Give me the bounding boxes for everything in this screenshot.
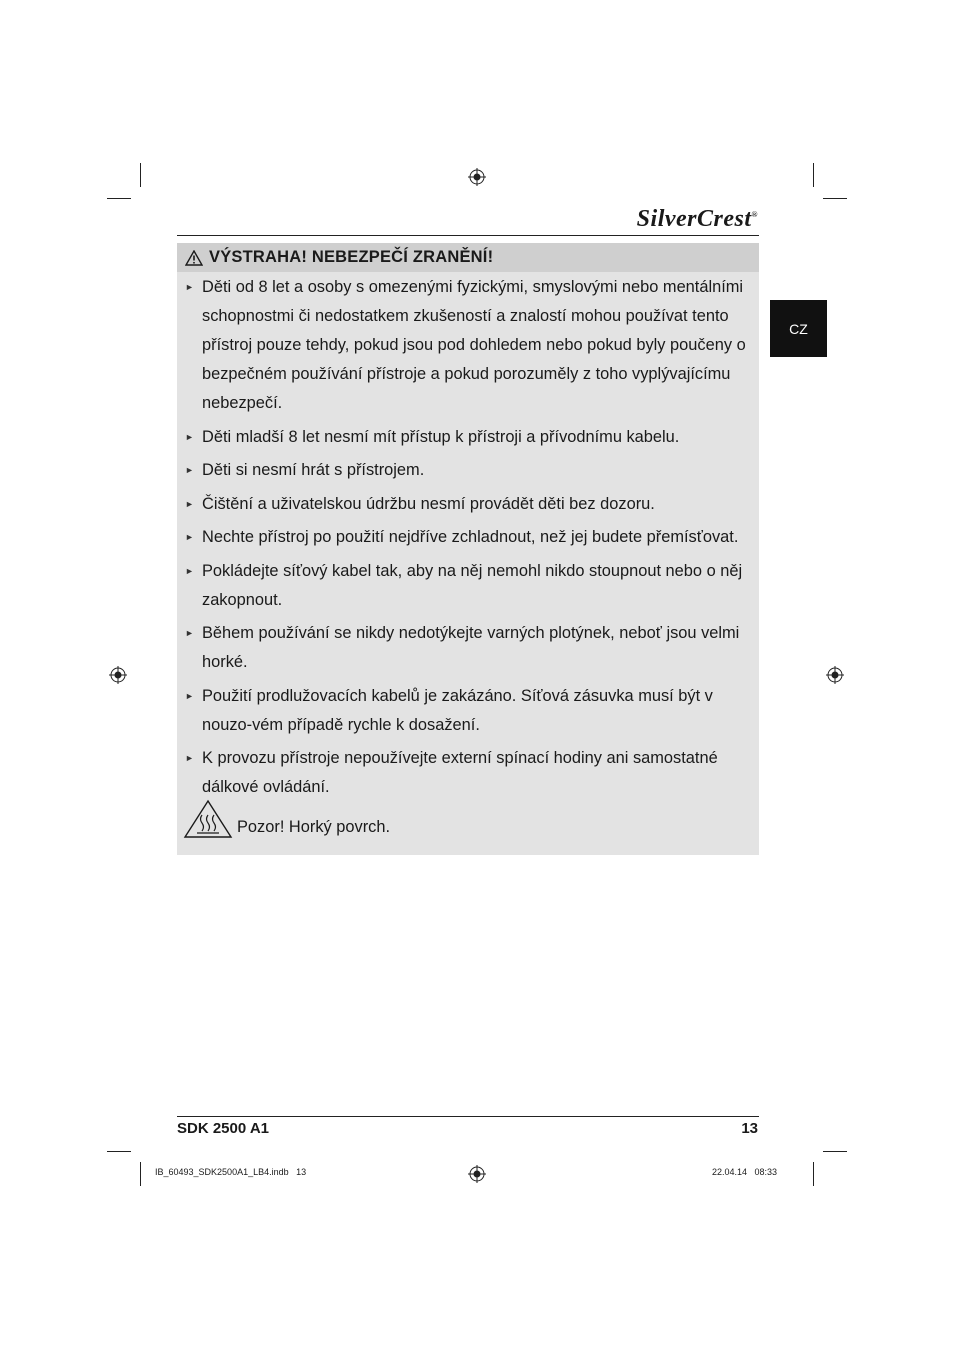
- bullet-arrow-icon: ►: [185, 690, 194, 701]
- footer-rule: [177, 1116, 759, 1117]
- list-item-text: Pokládejte síťový kabel tak, aby na něj nemohl nikdo stoupnout nebo o něj zakopnout.: [202, 561, 743, 609]
- bullet-arrow-icon: ►: [185, 753, 194, 763]
- registration-mark-icon: [468, 168, 486, 186]
- list-item-text: Děti od 8 let a osoby s omezenými fyzickými, smyslovými nebo mentálními schopnostmi či nedostatkem zkušeností a znalostí mohou používat tento přístroj pouze tehdy, pokud jsou pod dohledem nebo pokud byly poučeny o bezpečném používání přístroje a pokud porozuměly z toho vyplývajícímu nebezpečí.: [202, 278, 746, 412]
- crop-mark: [813, 163, 814, 187]
- list-item: [177, 523, 759, 552]
- date-slug: 22.04.14 08:33: [711, 1167, 777, 1177]
- hot-surface-notice: [183, 799, 390, 839]
- brand-logo: [637, 206, 758, 233]
- list-item: [177, 490, 759, 519]
- bullet-arrow-icon: ►: [185, 628, 194, 638]
- registration-mark-icon: [826, 666, 844, 684]
- list-item: [177, 682, 759, 740]
- crop-mark: [140, 1162, 141, 1186]
- list-item: [177, 456, 759, 485]
- crop-mark: [813, 1162, 814, 1186]
- list-item: [177, 273, 759, 418]
- list-item-text: Čištění a uživatelskou údržbu nesmí provádět děti bez dozoru.: [202, 494, 655, 513]
- warning-box: [177, 243, 759, 855]
- list-item: [177, 744, 759, 802]
- list-item-text: Nechte přístroj po použití nejdříve zchladnout, než jej budete přemísťovat.: [202, 528, 739, 546]
- crop-mark: [140, 163, 141, 187]
- bullet-arrow-icon: ►: [185, 532, 194, 542]
- list-item: [177, 423, 759, 452]
- crop-mark: [823, 198, 847, 199]
- list-item: [177, 557, 759, 615]
- file-slug: IB_60493_SDK2500A1_LB4.indb 13: [155, 1167, 307, 1177]
- bullet-arrow-icon: ►: [185, 565, 194, 576]
- list-item-text: Děti si nesmí hrát s přístrojem.: [202, 461, 425, 479]
- hot-surface-icon: [183, 799, 233, 839]
- list-item-text: Použití prodlužovacích kabelů je zakázáno. Síťová zásuvka musí být v nouzo-vém případě rychle k dosažení.: [202, 686, 713, 734]
- hot-surface-text: Pozor! Horký povrch.: [237, 818, 391, 836]
- bullet-arrow-icon: ►: [185, 282, 194, 292]
- bullet-arrow-icon: ►: [185, 431, 194, 442]
- list-item-text: Děti mladší 8 let nesmí mít přístup k přístroji a přívodnímu kabelu.: [202, 427, 680, 446]
- warning-triangle-icon: [185, 250, 203, 266]
- list-item-text: K provozu přístroje nepoužívejte externí spínací hodiny ani samostatné dálkové ovládání.: [202, 749, 718, 796]
- registration-mark-icon: [109, 666, 127, 684]
- crop-mark: [107, 1151, 131, 1152]
- warning-header: [177, 243, 759, 272]
- registration-mark-icon: [468, 1165, 486, 1183]
- bullet-arrow-icon: ►: [185, 498, 194, 509]
- header-rule: [177, 235, 759, 236]
- warning-title: VÝSTRAHA! NEBEZPEČÍ ZRANĚNÍ!: [209, 248, 494, 266]
- list-item-text: Během používání se nikdy nedotýkejte varných plotýnek, neboť jsou velmi horké.: [202, 624, 740, 671]
- model-number: SDK 2500 A1: [177, 1120, 269, 1137]
- page-number: 13: [741, 1120, 758, 1137]
- crop-mark: [823, 1151, 847, 1152]
- bullet-arrow-icon: ►: [185, 465, 194, 475]
- list-item: [177, 619, 759, 677]
- language-tab: CZ: [770, 300, 827, 357]
- crop-mark: [107, 198, 131, 199]
- brand-registered-mark: ®: [751, 210, 758, 219]
- warning-list: [177, 273, 759, 807]
- brand-name: SilverCrest: [636, 206, 752, 232]
